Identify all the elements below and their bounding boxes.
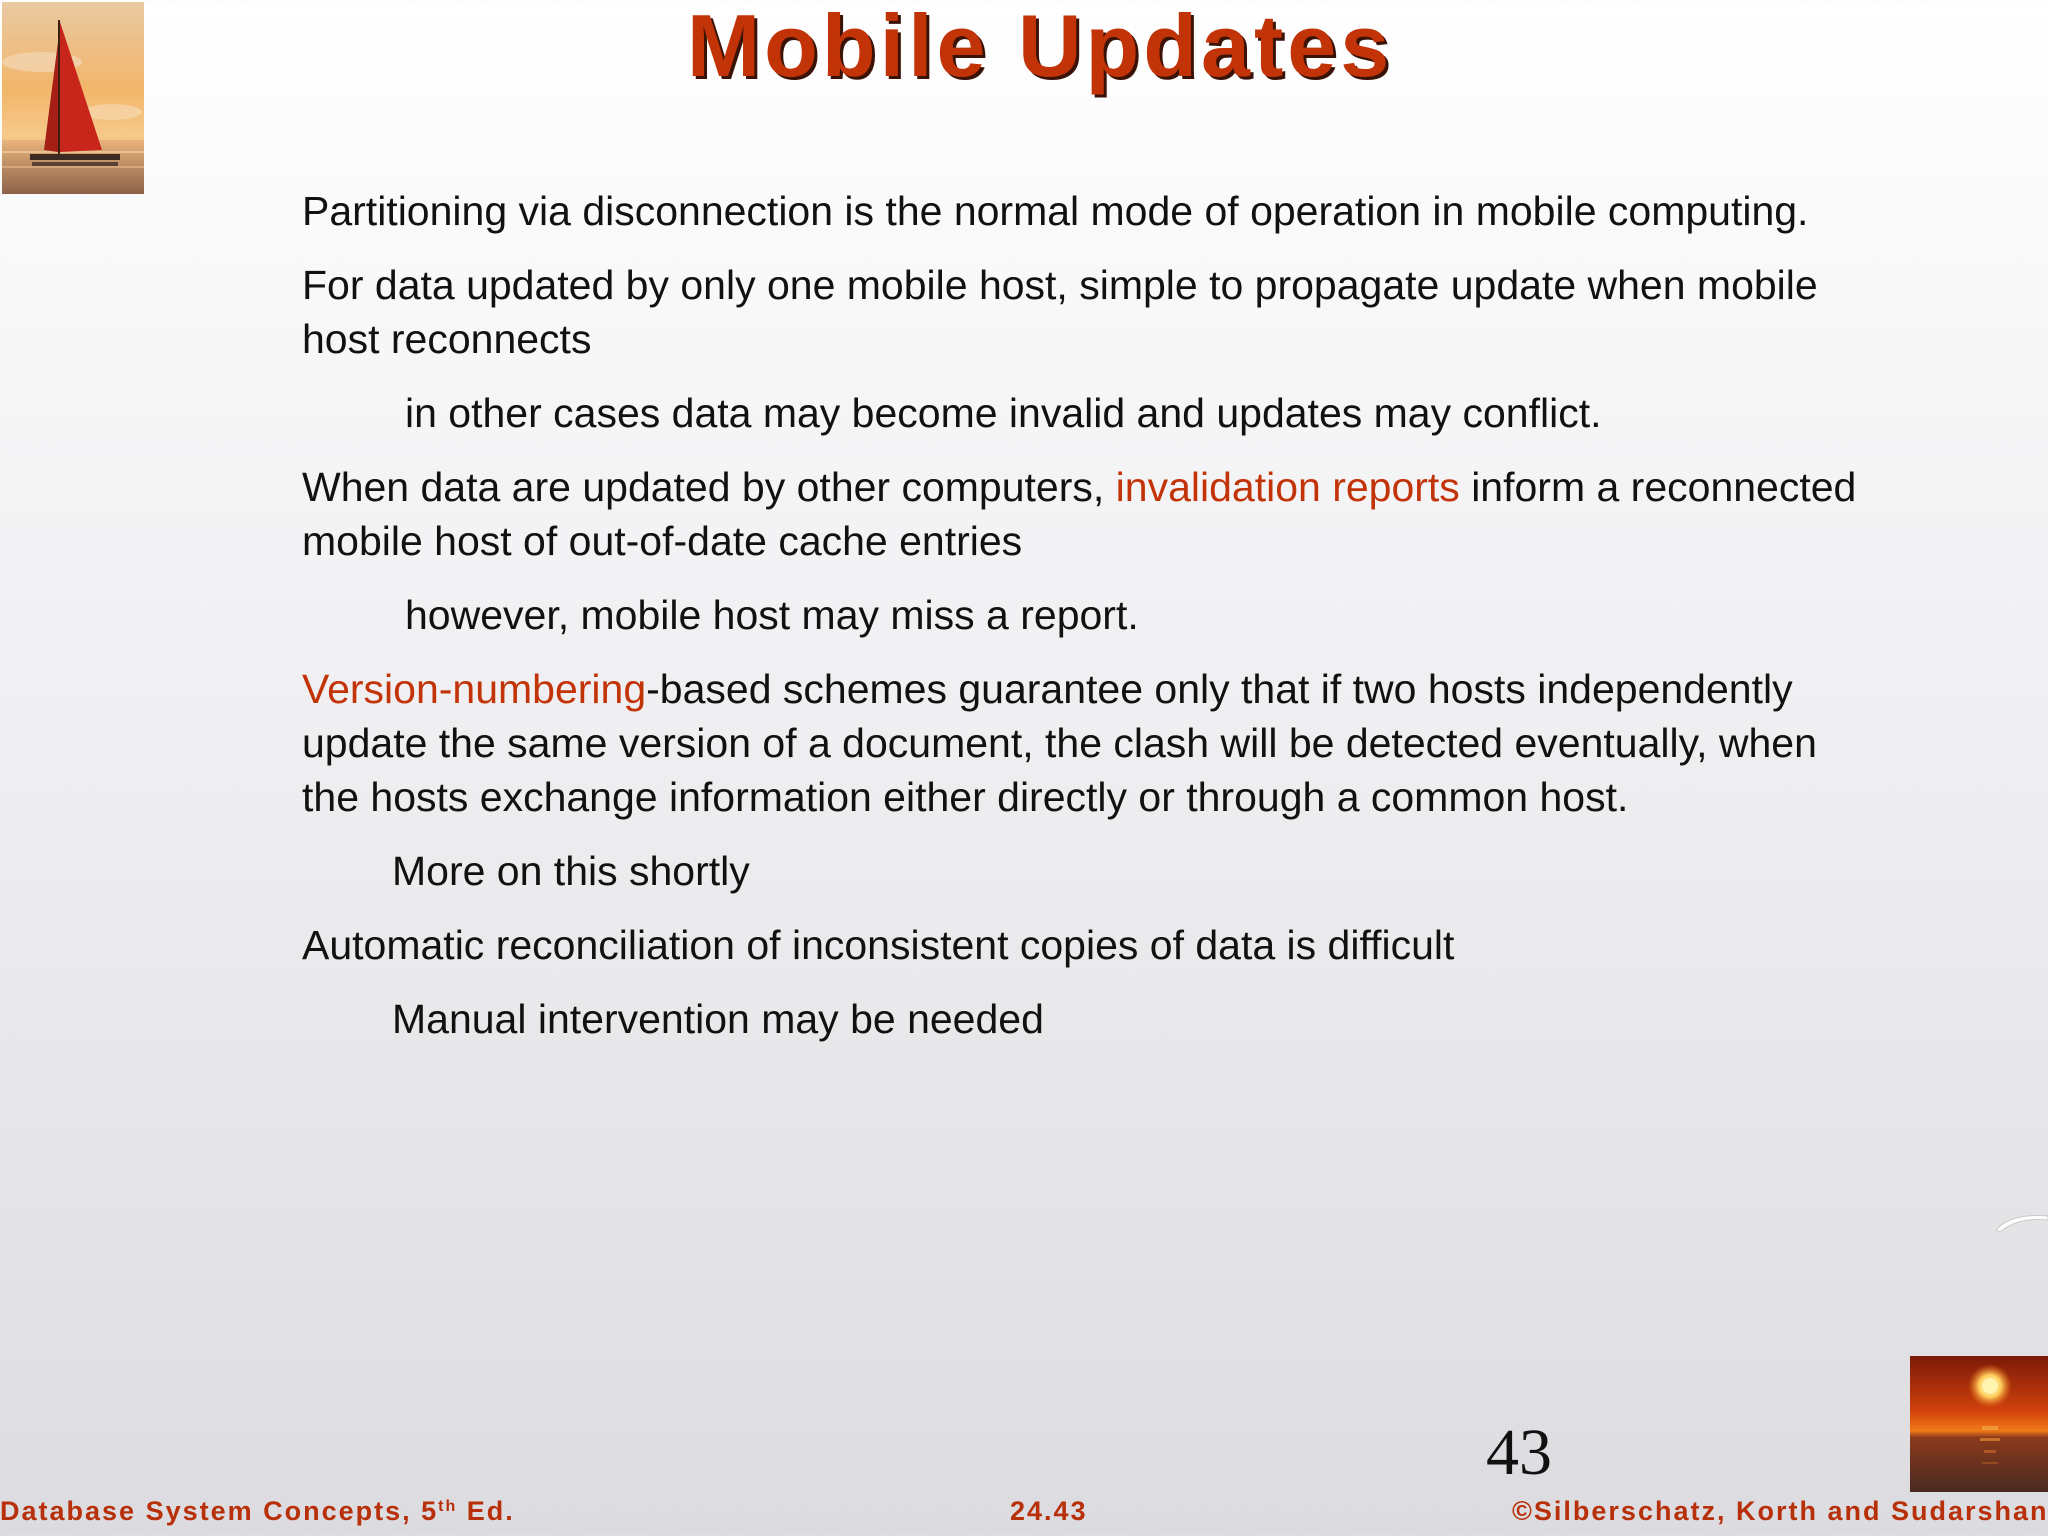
decorative-swoosh [1994, 1210, 2048, 1234]
footer-edition-superscript: th [438, 1498, 458, 1515]
footer-edition-suffix: Ed. [457, 1496, 515, 1526]
footer-copyright: ©Silberschatz, Korth and Sudarshan [1512, 1496, 2048, 1526]
paragraph-automatic-reconciliation: Automatic reconciliation of inconsistent copies of data is difficult [302, 922, 1455, 968]
footer-book-title [0, 1494, 515, 1528]
footer-book-title-text: Database System Concepts, 5 [0, 1496, 439, 1526]
version-numbering-term: Version-numbering [302, 666, 647, 712]
paragraph-partitioning: Partitioning via disconnection is the normal mode of operation in mobile computing. [302, 188, 1809, 234]
page-number: 43 [1486, 1416, 1552, 1489]
slide-title: Mobile Updates [686, 0, 1394, 95]
subpoint-manual-intervention: Manual intervention may be needed [392, 996, 1044, 1042]
footer-slide-number: 24.43 [1010, 1496, 1088, 1526]
invalidation-reports-term: invalidation reports [1115, 464, 1460, 510]
slide-body [302, 184, 1862, 1066]
invalidation-text-after: inform a reconnected mobile host of out-of-date cache entries [302, 464, 1857, 564]
sunset-image [1910, 1356, 2048, 1492]
invalidation-text-before: When data are updated by other computers, [302, 464, 1116, 510]
subpoint-invalid-data: in other cases data may become invalid and updates may conflict. [405, 390, 1602, 436]
version-numbering-text-after: -based schemes guarantee only that if two hosts independently update the same version of a document, the clash will be detected eventually, when the hosts exchange information either directly or through a common host. [302, 666, 1817, 820]
paragraph-single-host-updates: For data updated by only one mobile host, simple to propagate update when mobile host reconnects [302, 262, 1818, 362]
paragraph-invalidation-reports [302, 460, 1862, 568]
paragraph-version-numbering [302, 662, 1862, 824]
subpoint-miss-report: however, mobile host may miss a report. [405, 592, 1139, 638]
subpoint-more-shortly: More on this shortly [392, 848, 750, 894]
